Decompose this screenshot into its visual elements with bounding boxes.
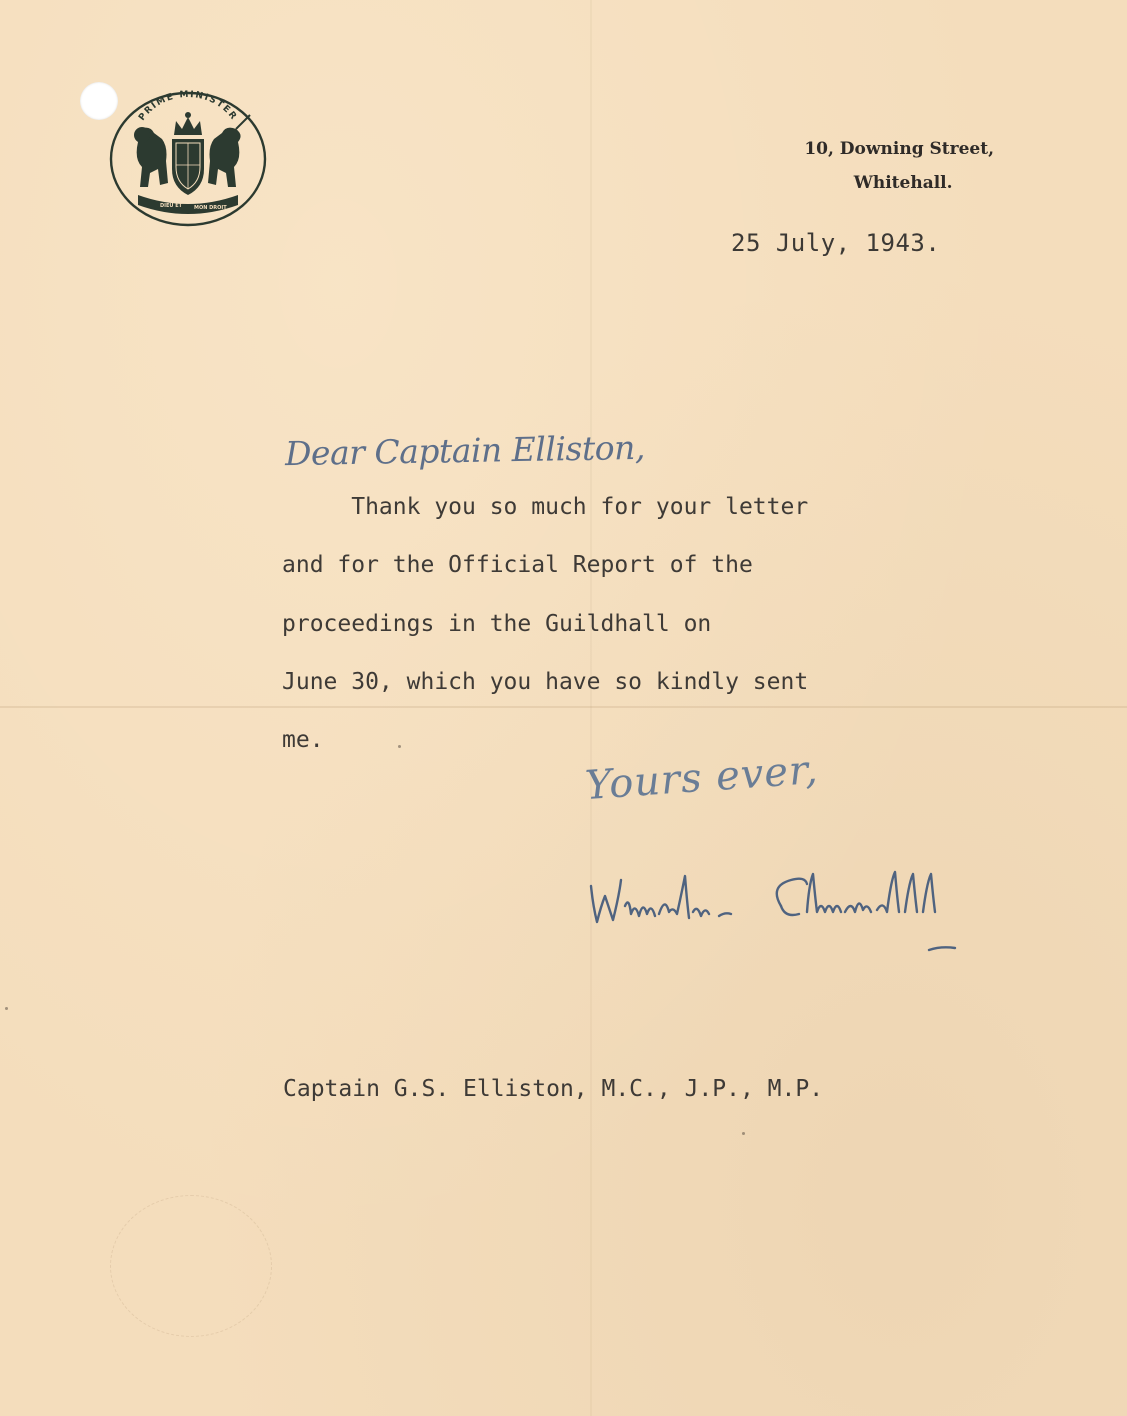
recipient-line: Captain G.S. Elliston, M.C., J.P., M.P.	[283, 1076, 824, 1102]
body-line-4: June 30, which you have so kindly sent	[282, 669, 809, 695]
address-line-1: 10, Downing Street,	[804, 139, 994, 159]
paper-speck	[742, 1132, 745, 1135]
crest-motto-left: DIEU ET	[160, 203, 183, 209]
paper-speck	[398, 745, 401, 748]
salutation-handwritten: Dear Captain Elliston,	[284, 427, 646, 474]
body-line-5: me.	[282, 727, 324, 753]
paper-speck	[5, 1007, 8, 1010]
crest-label: PRIME MINISTER	[137, 89, 239, 123]
body-line-2: and for the Official Report of the	[282, 552, 753, 578]
letterhead-address	[804, 132, 994, 200]
body-line-3: proceedings in the Guildhall on	[282, 611, 712, 637]
closing-handwritten: Yours ever,	[583, 746, 820, 810]
fold-line-vertical	[590, 0, 592, 1416]
embossed-seal-mark	[110, 1195, 272, 1337]
royal-crest-logo	[108, 87, 268, 227]
signature-handwritten	[585, 866, 1005, 956]
letter-date: 25 July, 1943.	[731, 229, 941, 257]
address-line-2: Whitehall.	[853, 173, 953, 193]
body-line-1: Thank you so much for your letter	[282, 494, 809, 520]
fold-line-horizontal	[0, 706, 1127, 708]
crest-motto-right: MON DROIT	[194, 205, 227, 211]
